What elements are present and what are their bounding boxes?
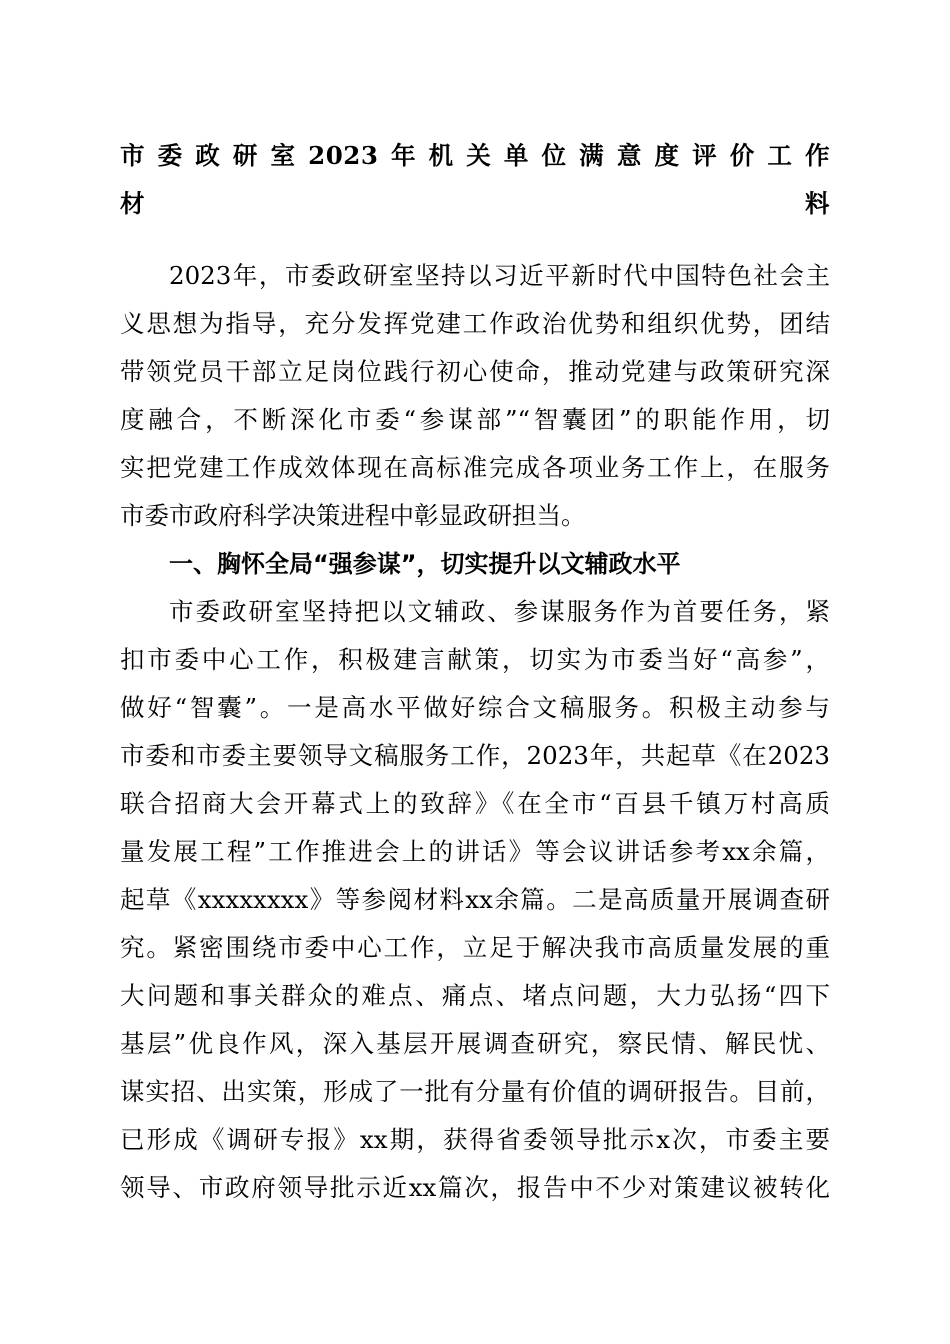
title-line: 材料 bbox=[120, 189, 830, 218]
text-line: 基层”优良作风，深入基层开展调查研究，察民情、解民忧、 bbox=[120, 1029, 830, 1058]
text-line: 起草《xxxxxxxx》等参阅材料xx余篇。二是高质量开展调查研 bbox=[120, 885, 830, 914]
text-line: 扣市委中心工作，积极建言献策，切实为市委当好“高参”， bbox=[120, 645, 830, 674]
paragraph-section-1 bbox=[120, 588, 830, 1212]
document-title bbox=[120, 132, 830, 228]
text-line: 已形成《调研专报》xx期，获得省委领导批示x次，市委主要 bbox=[120, 1125, 830, 1154]
text-line: 市委和市委主要领导文稿服务工作，2023年，共起草《在2023 bbox=[120, 741, 830, 770]
text-line: 领导、市政府领导批示近xx篇次，报告中不少对策建议被转化 bbox=[120, 1173, 830, 1202]
text-line: 量发展工程”工作推进会上的讲话》等会议讲话参考xx余篇， bbox=[120, 837, 830, 866]
text-line: 究。紧密围绕市委中心工作，立足于解决我市高质量发展的重 bbox=[120, 933, 830, 962]
text-line: 做好“智囊”。一是高水平做好综合文稿服务。积极主动参与 bbox=[120, 693, 830, 722]
text-line: 大问题和事关群众的难点、痛点、堵点问题，大力弘扬“四下 bbox=[120, 981, 830, 1010]
text-line: 市委政研室坚持把以文辅政、参谋服务作为首要任务，紧 bbox=[169, 597, 830, 626]
text-line: 2023年，市委政研室坚持以习近平新时代中国特色社会主 bbox=[169, 261, 830, 290]
text-line: 市委市政府科学决策进程中彰显政研担当。 bbox=[120, 501, 586, 530]
document-body bbox=[120, 252, 830, 1212]
section-heading: 一、胸怀全局“强参谋”，切实提升以文辅政水平 bbox=[169, 550, 681, 578]
text-line: 实把党建工作成效体现在高标准完成各项业务工作上，在服务 bbox=[120, 453, 830, 482]
text-line: 联合招商大会开幕式上的致辞》《在全市“百县千镇万村高质 bbox=[120, 789, 830, 818]
text-line: 度融合，不断深化市委“参谋部”“智囊团”的职能作用，切 bbox=[120, 405, 830, 434]
text-line: 带领党员干部立足岗位践行初心使命，推动党建与政策研究深 bbox=[120, 357, 830, 386]
paragraph-intro bbox=[120, 252, 830, 540]
text-line: 义思想为指导，充分发挥党建工作政治优势和组织优势，团结 bbox=[120, 309, 830, 338]
title-line: 市委政研室2023年机关单位满意度评价工作 bbox=[120, 141, 830, 170]
text-line: 谋实招、出实策，形成了一批有分量有价值的调研报告。目前， bbox=[120, 1077, 830, 1106]
